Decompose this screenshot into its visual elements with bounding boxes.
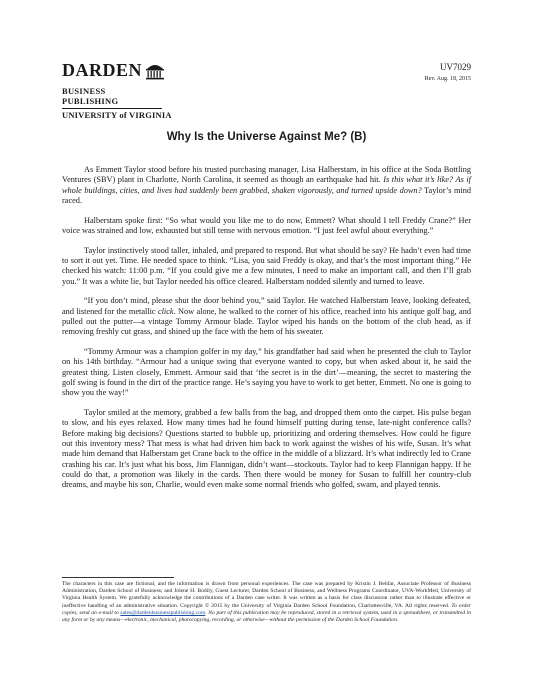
footnote-divider xyxy=(62,577,174,578)
paragraph-1 xyxy=(62,165,471,206)
case-identifier xyxy=(425,62,471,83)
footnote-copyright-notice: . No part of this publication may be reproduced, stored in a retrieval system, used in a spreadsheet, or transmitted in any form or by any means—electronic, mechanical, photocopying, recording, or otherwise—without the permission of the Darden School Foundation. xyxy=(62,609,471,624)
paragraph-5: “Tommy Armour was a champion golfer in my day,” his grandfather had said when he presented the club to Taylor on his 14th birthday. “Armour had a unique swing that everyone wanted to copy, but when asked about it, he said the greatest thing. Listen closely, Emmett. Armour said that ‘the secret is in the dirt’—meaning, the secret to mastering the golf swing is found in the dirt of the practice range. He’s saying you have to work to get better, Emmett. No one is going to show you the way!” xyxy=(62,347,471,398)
paragraph-6: Taylor smiled at the memory, grabbed a few balls from the bag, and dropped them onto the carpet. His pulse began to slow, and his eyes relaxed. How many times had he found himself putting during tense, late-night conference calls? Before making big decisions? Questions started to bubble up, prioritizing and ordering themselves. How could he figure out this inventory mess? That mess is what had driven him back to work against the wishes of his wife, Susan. It’s what made him demand that Halberstam get Crane back to the office in the middle of a blizzard. It’s what indirectly led to Crane crashing his car. It’s just what his boss, Jim Flannigan, didn’t want—stockouts. Taylor had to keep Flannigan happy. If he could do that, a promotion was likely in the cards. Then there would be money for Susan to fulfill her country-club dreams, and maybe his son, Charlie, would even make some normal friends who golfed, swam, and played tennis. xyxy=(62,408,471,490)
paragraph-3: Taylor instinctively stood taller, inhaled, and prepared to respond. But what should he say? He hadn’t even had time to sort it out yet. Time. He needed space to think. “Lisa, you said Freddy is okay, and that’s the most important thing.” He checked his watch: 11:00 p.m. “If you could give me a few minutes, I need to make an important call, and then I’ll grab you.” It was a white lie, but Taylor needed his office cleared. Halberstam nodded silently and turned to leave. xyxy=(62,245,471,286)
paragraph-4-italic: click xyxy=(157,306,174,316)
case-body xyxy=(62,165,471,500)
rotunda-icon xyxy=(145,62,165,85)
paragraph-1-end: Taylor’s mind raced. xyxy=(62,185,471,205)
darden-logo xyxy=(62,60,172,121)
sales-email-link[interactable]: sales@dardenbusinesspublishing.com xyxy=(120,609,206,616)
paragraph-1-italic: Is this what it’s like? As if whole buildings, cities, and lives had suddenly been grabbed, shaken vigorously, and turned upside down? xyxy=(62,175,471,195)
logo-business-publishing: BUSINESS PUBLISHING xyxy=(62,86,119,106)
logo-university: UNIVERSITY of VIRGINIA xyxy=(62,110,172,120)
footnote-order-text: To order copies, send an e-mail to xyxy=(62,602,472,616)
logo-darden-text: DARDEN xyxy=(62,60,143,80)
revision-date: Rev. Aug. 18, 2015 xyxy=(424,76,471,82)
case-number: UV7029 xyxy=(440,62,471,72)
logo-divider xyxy=(62,108,162,109)
paragraph-2: Halberstam spoke first: “So what would you like me to do now, Emmett? What should I tell Freddy Crane?” Her voice was strained and low, exhausted but still tense with nervous emotion. “I just feel awful about everything.” xyxy=(62,215,471,235)
paragraph-4-text: “If you don’t mind, please shut the door behind you,” said Taylor. He watched Halberstam leave, looking defeated, and listened for the metallic xyxy=(62,296,471,316)
paragraph-4-end: . Now alone, he walked to the corner of his office, reached into his antique golf bag, and pulled out the putter—a vintage Tommy Armour blade. Taylor wiped his hands on the bottom of the club head, as if removing freshly cut grass, and shined up the face with the hem of his sweater. xyxy=(62,306,471,337)
paragraph-1-text: As Emmett Taylor stood before his trusted purchasing manager, Lisa Halberstam, in his office at the Soda Bottling Ventures (SBV) plant in Charlotte, North Carolina, it seemed as though an earthquake had hit. xyxy=(62,165,471,185)
paragraph-4 xyxy=(62,296,471,337)
footnote-text: The characters in this case are fictional, and the information is drawn from personal experiences. The case was prepared by Kristin J. Behfar, Associate Professor of Business Administration, Darden School of Business; and Jolene H. Bodily, Guest Lecturer, Darden School of Business, and Wellness Programs Coordinator, UVA-WorkMed, University of Virginia Health System. We gratefully acknowledge the contributions of a Darden case writer. It was written as a basis for class discussion rather than to illustrate effective or ineffective handling of an administrative situation. Copyright © 2015 by the University of Virginia Darden School Foundation, Charlottesville, VA. All rights reserved. xyxy=(62,581,471,609)
footnote xyxy=(62,581,471,624)
case-title: Why Is the Universe Against Me? (B) xyxy=(166,131,367,143)
